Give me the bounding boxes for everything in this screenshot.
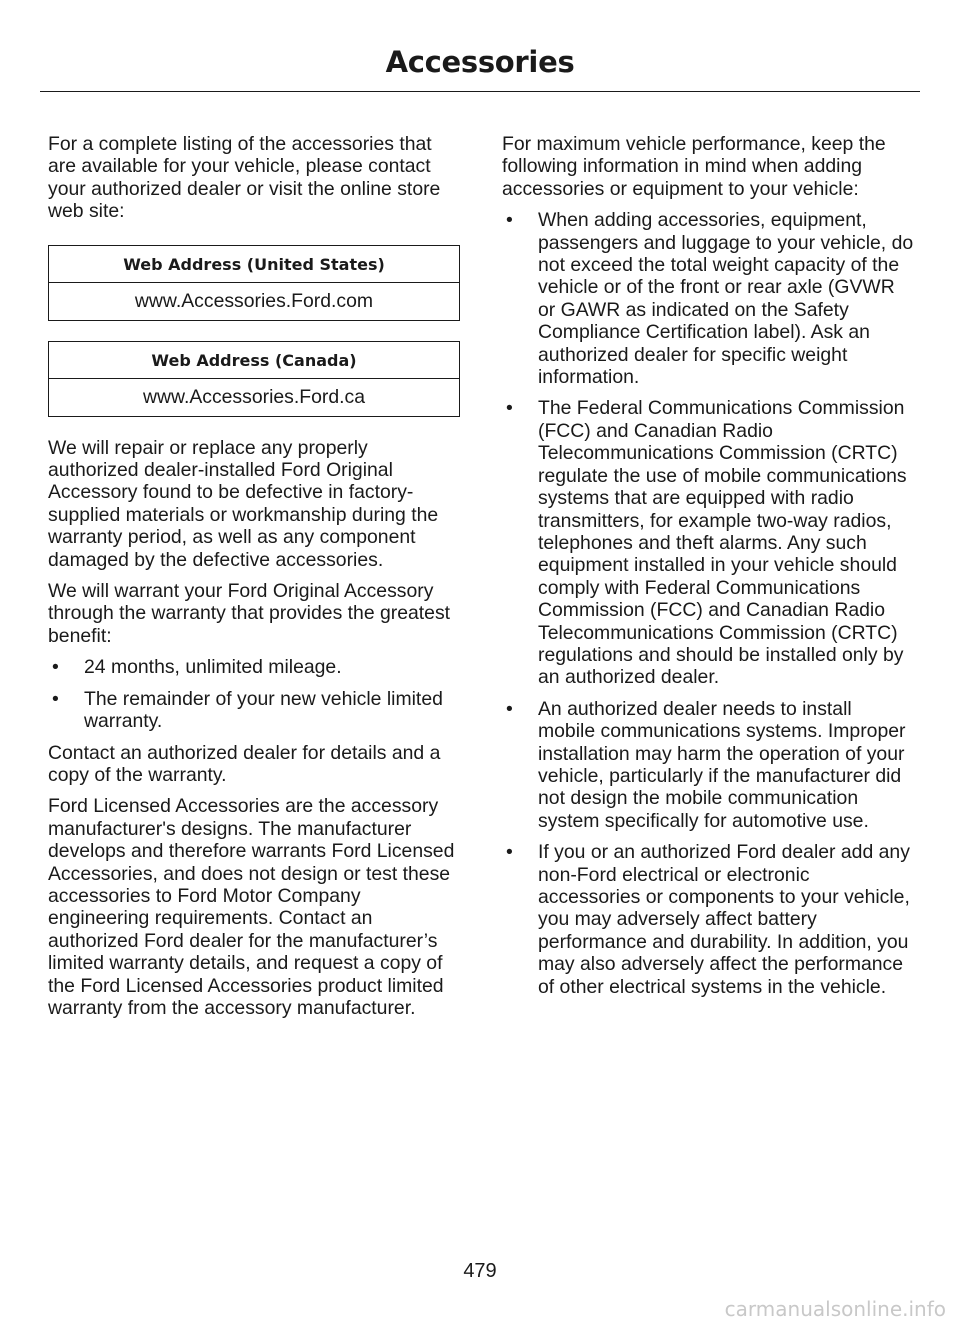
table-header: Web Address (Canada) bbox=[49, 342, 459, 379]
contact-paragraph: Contact an authorized dealer for details and a copy of the warranty. bbox=[48, 741, 441, 786]
list-item-text: The remainder of your new vehicle limited warranty. bbox=[84, 687, 443, 733]
list-item-text: 24 months, unlimited mileage. bbox=[84, 656, 342, 679]
warrant-paragraph: We will warrant your Ford Original Accessory through the warranty that provides the greatest benefit: bbox=[48, 580, 451, 647]
bullet-icon: • bbox=[52, 656, 59, 679]
bullet-icon: • bbox=[52, 687, 59, 710]
performance-intro-paragraph: For maximum vehicle performance, keep the following information in mind when adding accessories or equipment to your vehicle: bbox=[502, 133, 886, 200]
us-web-address-table bbox=[48, 245, 460, 321]
intro-paragraph: For a complete listing of the accessories that are available for your vehicle, please contact your authorized dealer or visit the online store web site: bbox=[48, 133, 441, 223]
us-web-address-link[interactable]: www.Accessories.Ford.com bbox=[134, 289, 374, 312]
header-divider bbox=[40, 91, 920, 92]
list-item bbox=[502, 698, 914, 832]
list-item-text: The Federal Communications Commission (FCC) and Canadian Radio Telecommunications Commission (CRTC) regulate the use of mobile communications systems that are equipped with radio transmitters, for example two-way radios, telephones and theft alarms. Any such equipment installed in your vehicle should comply with Federal Communications Commission (FCC) and Canadian Radio Telecommunications Commission (CRTC) regulations and should be installed only by an authorized dealer. bbox=[538, 397, 907, 689]
bullet-icon: • bbox=[506, 397, 513, 420]
bullet-icon: • bbox=[506, 841, 513, 864]
page-title: Accessories bbox=[385, 45, 575, 79]
list-item bbox=[48, 688, 460, 733]
canada-web-address-link[interactable]: www.Accessories.Ford.ca bbox=[143, 385, 365, 408]
list-item bbox=[48, 656, 460, 678]
right-column bbox=[502, 133, 914, 1007]
bullet-icon: • bbox=[506, 697, 513, 720]
list-item-text: An authorized dealer needs to install mobile communications systems. Improper installation may harm the operation of your vehicle, particularly if the manufacturer did not design the mobile communication system specifically for automotive use. bbox=[538, 697, 906, 832]
bullet-icon: • bbox=[506, 209, 513, 232]
left-column bbox=[48, 133, 460, 1028]
canada-web-address-table bbox=[48, 341, 460, 417]
table-header: Web Address (United States) bbox=[49, 246, 459, 283]
repair-paragraph: We will repair or replace any properly authorized dealer-installed Ford Original Accessory found to be defective in factory-supplied materials or workmanship during the warranty period, as well as any component damaged by the defective accessories. bbox=[48, 436, 439, 571]
page-number: 479 bbox=[463, 1260, 497, 1282]
list-item bbox=[502, 841, 914, 998]
list-item-text: If you or an authorized Ford dealer add any non-Ford electrical or electronic accessories or components to your vehicle, you may adversely affect battery performance and durability. In addition, you may also adversely affect the performance of other electrical systems in the vehicle. bbox=[538, 841, 910, 998]
watermark: carmanualsonline.info bbox=[724, 1297, 946, 1321]
licensed-accessories-paragraph: Ford Licensed Accessories are the accessory manufacturer's designs. The manufacturer develops and therefore warrants Ford Licensed Accessories, and does not design or test these accessories to Ford Motor Company engineering requirements. Contact an authorized Ford dealer for the manufacturer’s limited warranty details, and request a copy of the Ford Licensed Accessories product limited warranty from the accessory manufacturer. bbox=[48, 795, 455, 1019]
list-item-text: When adding accessories, equipment, passengers and luggage to your vehicle, do not exceed the total weight capacity of the vehicle or of the front or rear axle (GVWR or GAWR as indicated on the Safety Compliance Certification label). Ask an authorized dealer for specific weight information. bbox=[538, 209, 914, 389]
list-item bbox=[502, 397, 914, 688]
list-item bbox=[502, 209, 914, 388]
